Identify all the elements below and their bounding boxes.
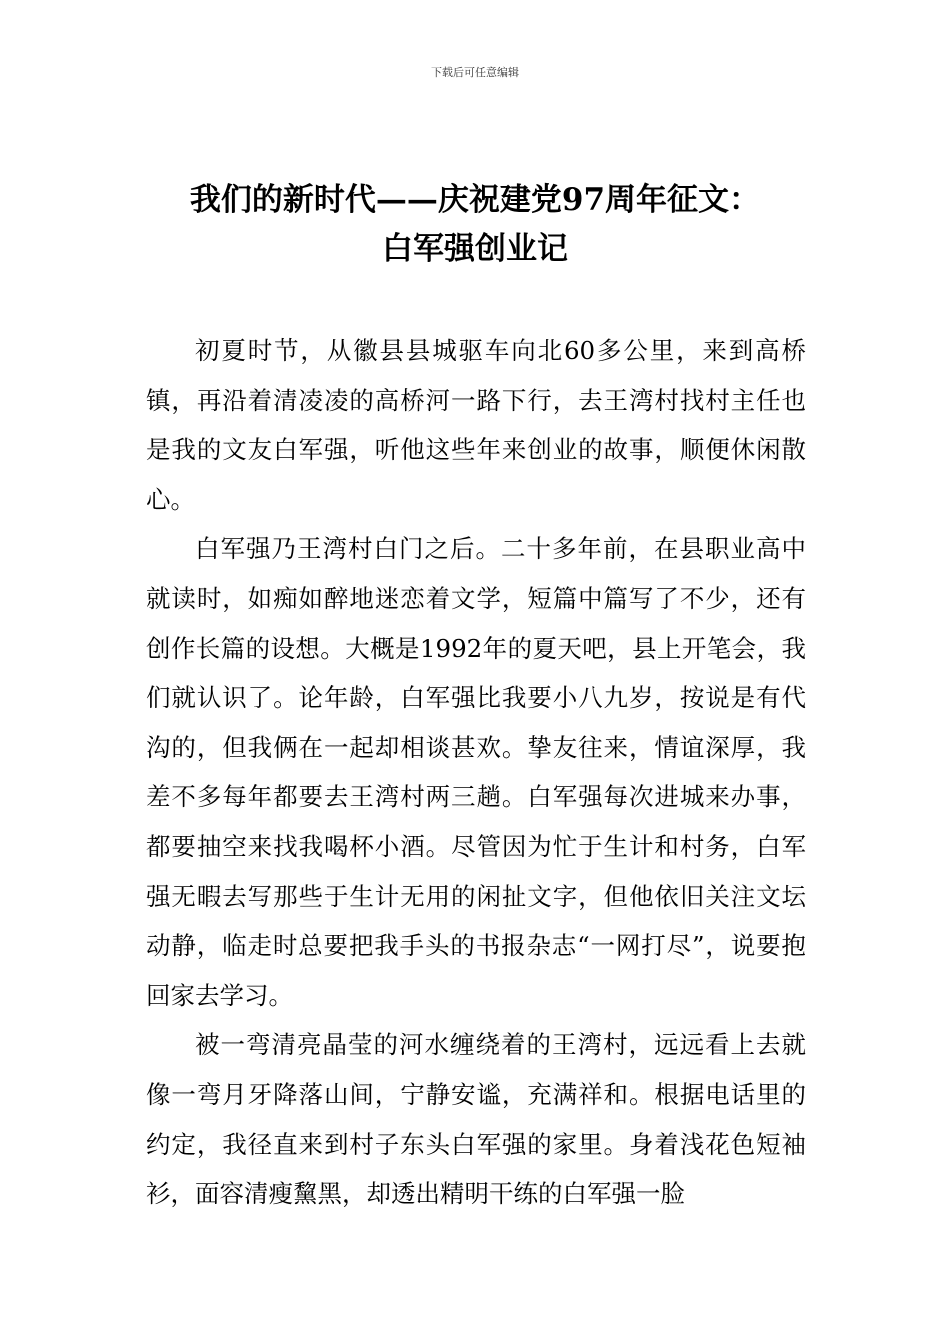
document-title-line-2: 白军强创业记: [382, 231, 568, 267]
document-body: [146, 326, 806, 1219]
paragraph-2: 白军强乃王湾村白门之后。二十多年前，在县职业高中就读时，如痴如醉地迷恋着文学，短篇中篇写了不少，还有创作长篇的设想。大概是1992年的夏天吧，县上开笔会，我们就认识了。论年龄，白军强比我要小八九岁，按说是有代沟的，但我俩在一起却相谈甚欢。挚友往来，情谊深厚，我差不多每年都要去王湾村两三趟。白军强每次进城来办事，都要抽空来找我喝杯小酒。尽管因为忙于生计和村务，白军强无暇去写那些于生计无用的闲扯文字，但他依旧关注文坛动静，临走时总要把我手头的书报杂志“一网打尽”，说要抱回家去学习。: [146, 534, 806, 1010]
paragraph-1: 初夏时节，从徽县县城驱车向北60多公里，来到高桥镇，再沿着清凌凌的高桥河一路下行，去王湾村找村主任也是我的文友白军强，听他这些年来创业的故事，顺便休闲散心。: [146, 336, 806, 514]
paragraph-3: 被一弯清亮晶莹的河水缠绕着的王湾村，远远看上去就像一弯月牙降落山间，宁静安谧，充满祥和。根据电话里的约定，我径直来到村子东头白军强的家里。身着浅花色短袖衫，面容清瘦黧黑，却透出精明干练的白军强一脸: [146, 1030, 806, 1209]
page-header-note: 下载后可任意编辑: [431, 66, 519, 79]
document-title-line-1: 我们的新时代——庆祝建党97周年征文：: [189, 182, 761, 218]
document-title: [100, 176, 850, 274]
